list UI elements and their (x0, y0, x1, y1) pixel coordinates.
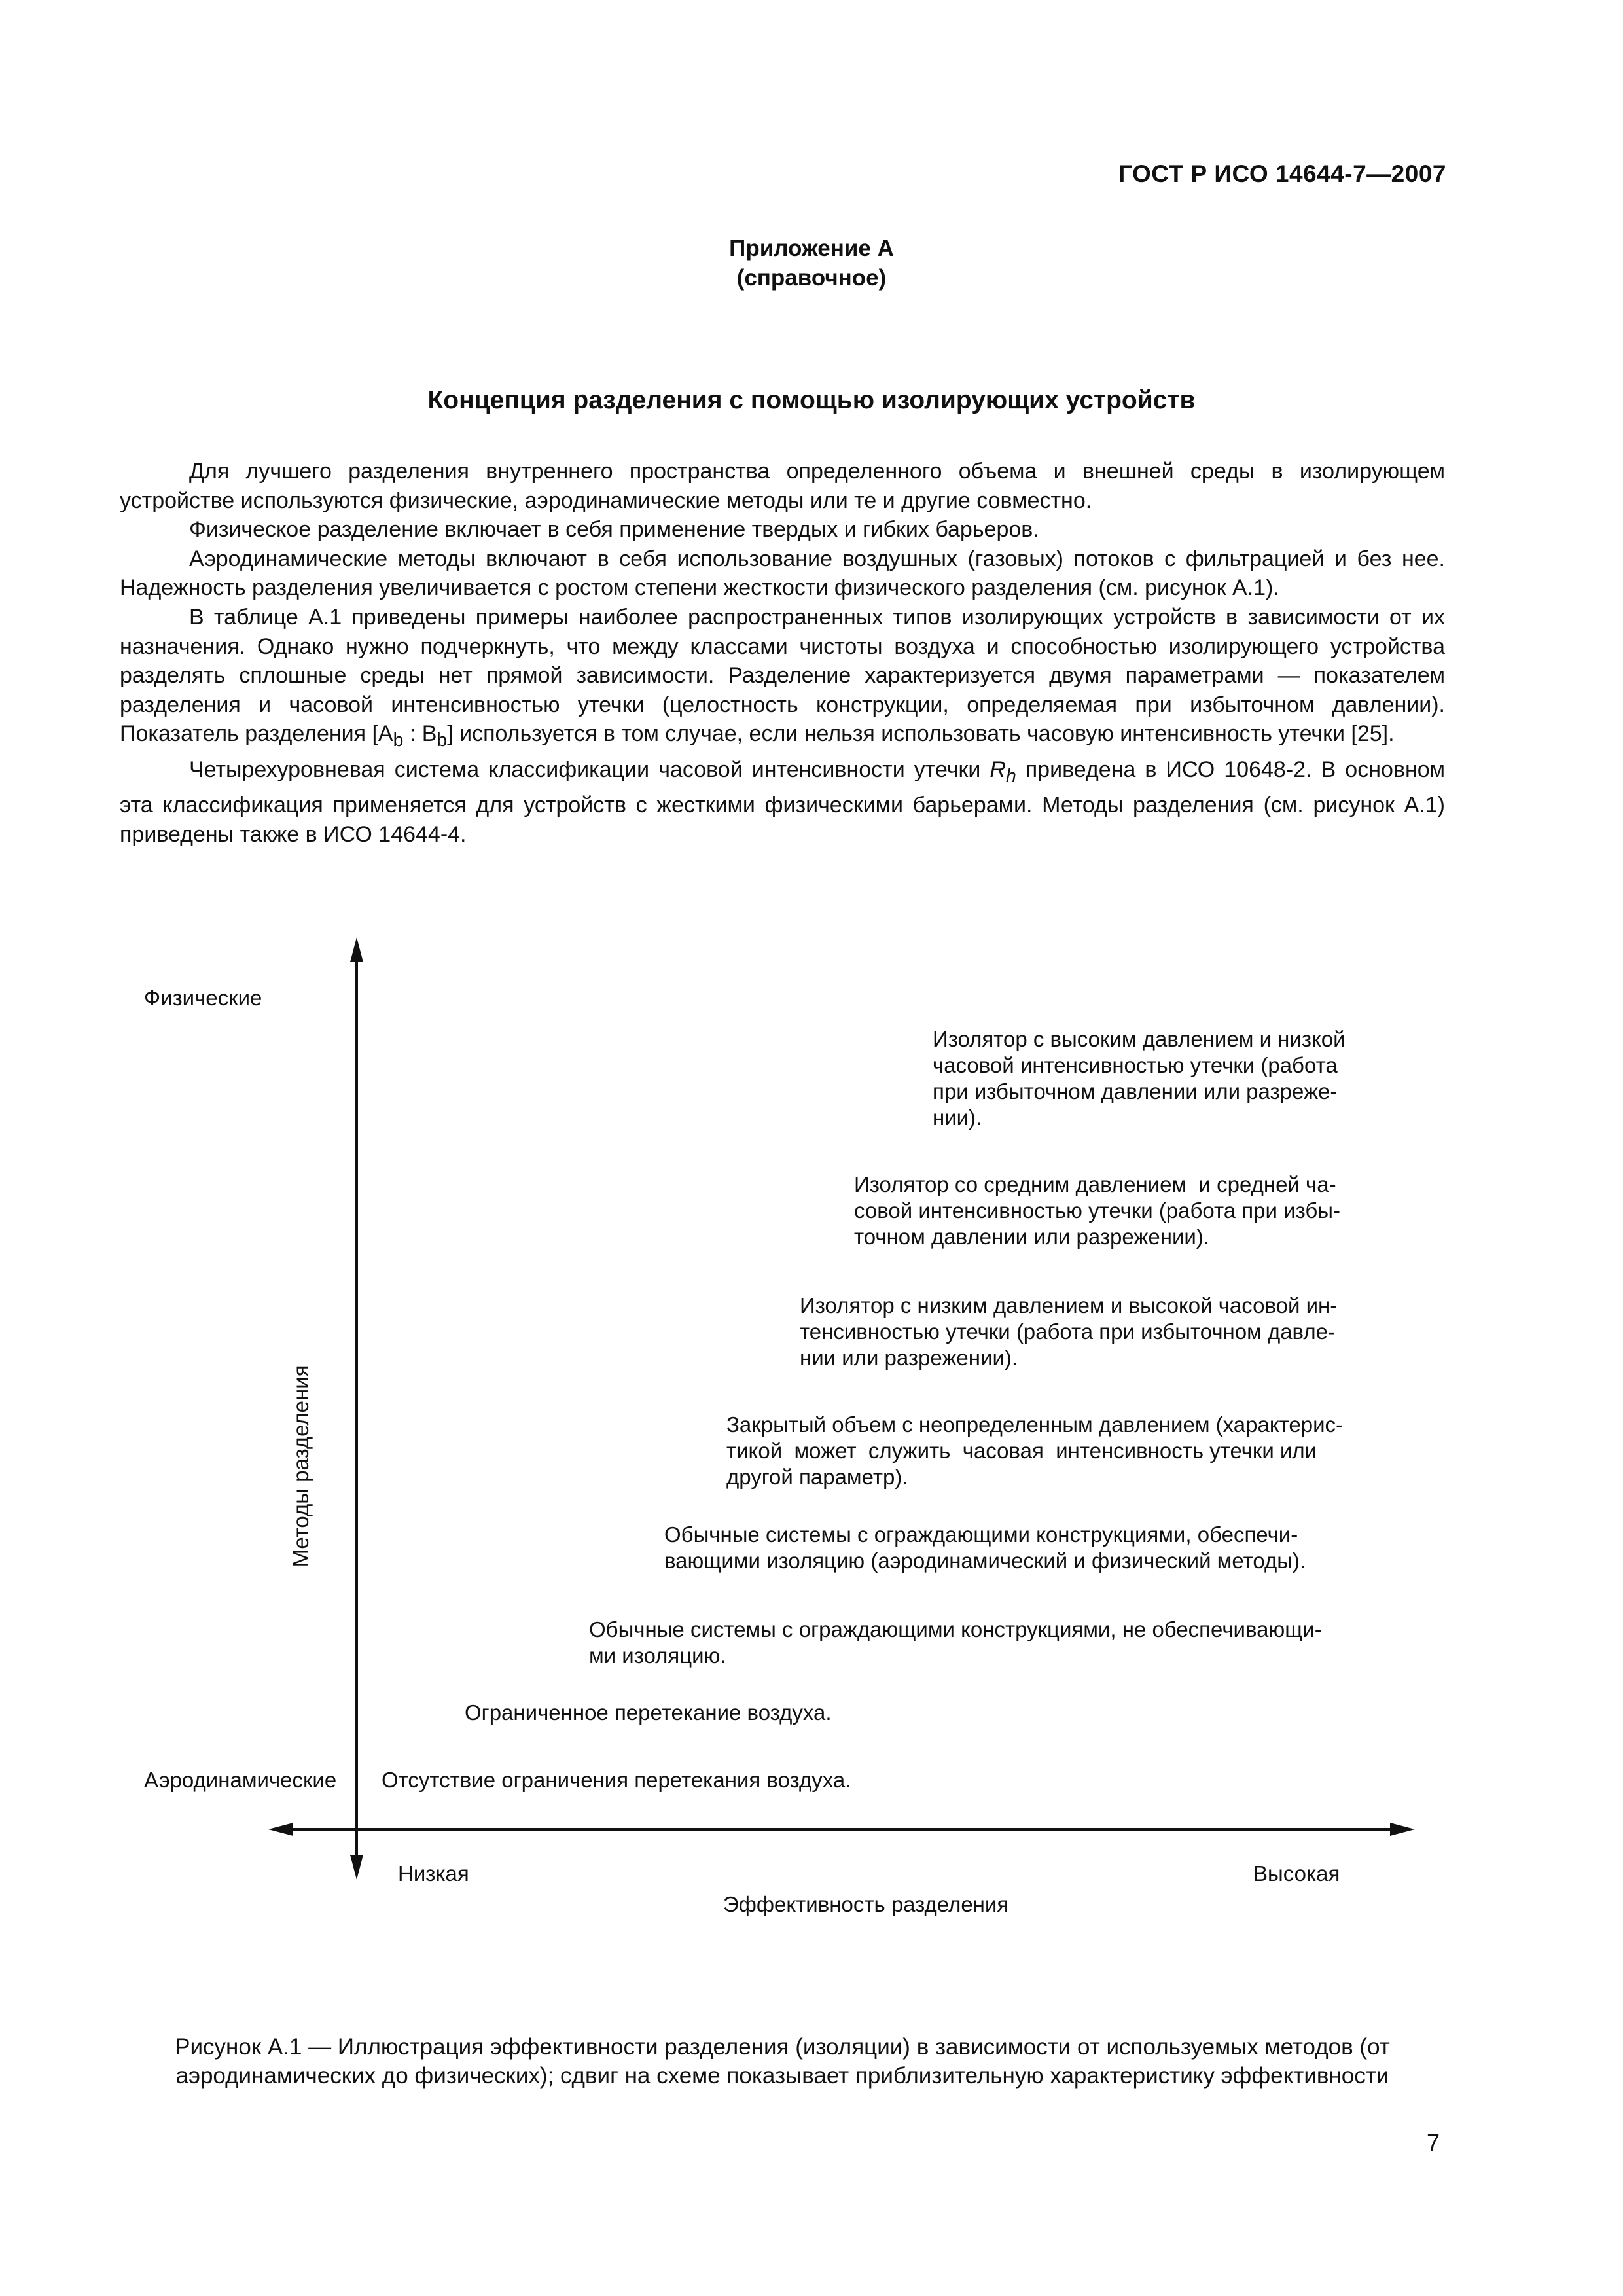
section-title: Концепция разделения с помощью изолирующих устройств (427, 386, 1196, 414)
appendix-title: Приложение А (729, 236, 894, 261)
level-8-text: Отсутствие ограничения перетекания воздуха. (382, 1768, 851, 1792)
paragraph-3: Аэродинамические методы включают в себя использование воздушных (газовых) потоков с фильтрацией и без нее. Надежность разделения увеличивается с ростом степени жесткости физического разделения (см. рисунок А.1). (120, 546, 1445, 601)
x-left-label: Низкая (398, 1861, 469, 1886)
paragraph-5 (120, 755, 1445, 850)
x-axis-arrow-right (1390, 1823, 1415, 1836)
level-7-text: Ограниченное перетекание воздуха. (465, 1700, 832, 1725)
x-axis-title: Эффективность разделения (723, 1892, 1009, 1916)
document-code: ГОСТ Р ИСО 14644-7—2007 (1118, 160, 1446, 187)
level-5-text: Обычные системы с ограждающими конструкциями, обеспечи- вающими изоляцию (аэродинамический и физический методы). (664, 1522, 1306, 1573)
level-3-text: Изолятор с низким давлением и высокой часовой ин- тенсивностью утечки (работа при избыточном давле- нии или разрежении). (800, 1293, 1338, 1370)
level-1-text: Изолятор с высоким давлением и низкой часовой интенсивностью утечки (работа при избыточном давлении или разреже- нии). (933, 1027, 1346, 1130)
y-axis-arrow-top (350, 937, 363, 962)
y-axis-arrow-bottom (350, 1855, 363, 1880)
paragraph-4-text-b: : B (403, 721, 437, 747)
x-right-label: Высокая (1253, 1861, 1340, 1886)
subscript-h: h (1005, 765, 1016, 787)
subscript-b: b (393, 730, 404, 751)
level-6-text: Обычные системы с ограждающими конструкциями, не обеспечивающи- ми изоляцию. (589, 1617, 1322, 1668)
y-bottom-label: Аэродинамические (144, 1768, 337, 1792)
paragraph-5-text-b: приведена в ИСО 10648-2. В основном эта классификация применяется для устройств с жесткими физическими барьерами. Методы разделения (см. рисунок А.1) приведены также в ИСО 14644-4. (120, 757, 1445, 847)
figure-diagram: Физические Аэродинамические Методы разделения Изолятор с высоким давлением и низкой часовой интенсивностью утечки (работа при избыточном давлении или разреже- нии). Изолятор со средним давлением и средней ча- совой интенсивностью утечки (работа при избы- точном давлении или разрежении). Изолятор с низким давлением и высокой часовой ин- тенсивностью утечки (работа при избыточном давле- нии или разрежении). Закрытый объем с неопределенным давлением (характерис- тикой может служить часовая интенсивность утечки или другой параметр). Обычные системы с ограждающими конструкциями, обеспечи- вающими изоляцию (аэродинамический и физический методы). Обычные системы с ограждающими конструкциями, не обеспечивающи- ми изоляцию. Ограниченное перетекание воздуха. Отсутствие ограничения перетекания воздуха. Низкая Высокая Эффективность разделения (0, 0, 1623, 2296)
paragraph-5-text-a: Четырехуровневая система классификации часовой интенсивности утечки (189, 757, 990, 782)
paragraph-4-text-c: ] используется в том случае, если нельзя использовать часовую интенсивность утечки [25]. (447, 721, 1395, 747)
page-number: 7 (1426, 2129, 1440, 2156)
paragraph-4-text-a: В таблице А.1 приведены примеры наиболее распространенных типов изолирующих устройств в зависимости от их назначения. Однако нужно подчеркнуть, что между классами чистоты воздуха и способностью изолирующего устройства разделять сплошные среды нет прямой зависимости. Разделение характеризуется двумя параметрами — показателем разделения и часовой интенсивностью утечки (целостность конструкции, определяемая при избыточном давлении). Показатель разделения [A (120, 604, 1445, 747)
figure-caption: Рисунок А.1 — Иллюстрация эффективности разделения (изоляции) в зависимости от используемых методов (от аэродинамических до физических); сдвиг на схеме показывает приблизительную характеристику эффективности (175, 2034, 1390, 2089)
x-axis-arrow-left (268, 1823, 293, 1836)
level-4-text: Закрытый объем с неопределенным давлением (характерис- тикой может служить часовая интенсивность утечки или другой параметр). (726, 1412, 1344, 1489)
y-top-label: Физические (144, 986, 262, 1010)
leak-rate-symbol: R (990, 757, 1006, 782)
paragraph-1: Для лучшего разделения внутреннего пространства определенного объема и внешней среды в изолирующем устройстве используются физические, аэродинамические методы или те и другие совместно. (120, 459, 1445, 513)
body-text (120, 457, 1445, 849)
subscript-b: b (437, 730, 448, 751)
appendix-note: (справочное) (736, 265, 887, 291)
level-2-text: Изолятор со средним давлением и средней ча- совой интенсивностью утечки (работа при избы- точном давлении или разрежении). (854, 1172, 1340, 1249)
paragraph-4 (120, 603, 1445, 755)
paragraph-2: Физическое разделение включает в себя применение твердых и гибких барьеров. (189, 517, 1039, 543)
